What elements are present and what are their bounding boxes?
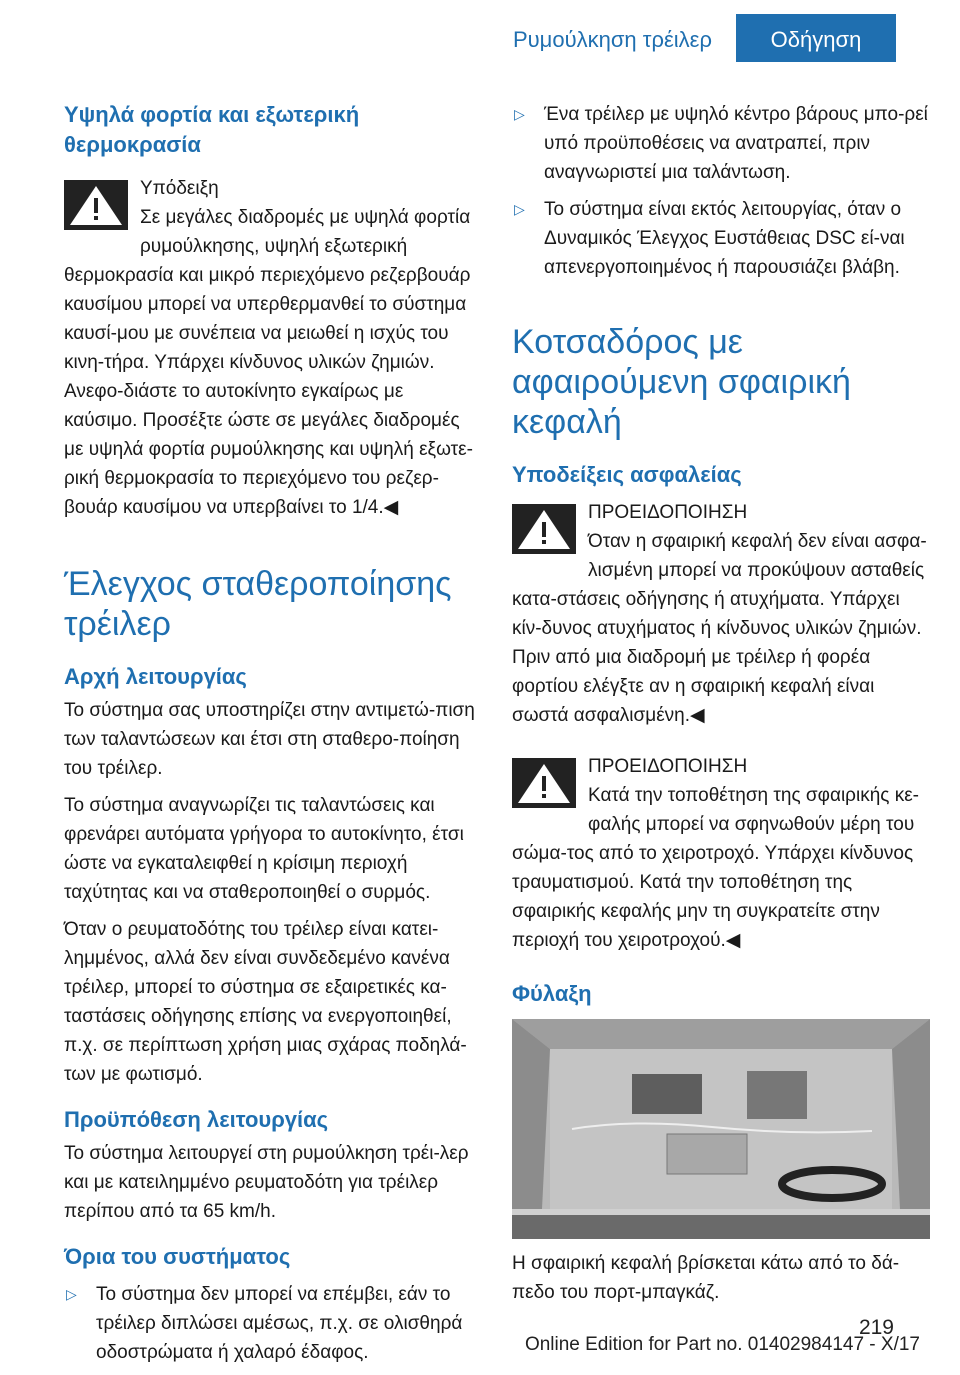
trunk-floor-photo <box>512 1019 930 1239</box>
principle-paragraph-2: Το σύστημα αναγνωρίζει τις ταλαντώσεις και φρενάρει αυτόματα γρήγορα το αυτοκίνητο, έτσι ώστε να εγκαταλειφθεί η κρίσιμη περιοχή ταχύτητας και να σταθεροποιηθεί ο συρμός. <box>64 795 464 903</box>
principle-paragraph-1: Το σύστημα σας υποστηρίζει στην αντιμετώ-πιση των ταλαντώσεων και έτσι στη σταθερο-ποίηση του τρέιλερ. <box>64 700 475 779</box>
page-header <box>0 0 960 62</box>
limits-list-continued <box>512 100 930 282</box>
limits-bullet-1: Το σύστημα δεν μπορεί να επέμβει, εάν το τρέιλερ διπλώσει αμέσως, π.χ. σε ολισθηρά οδοστρώματα ή χαλαρό έδαφος. <box>96 1284 463 1363</box>
right-column <box>512 100 930 1315</box>
prerequisite-text: Το σύστημα λειτουργεί στη ρυμούλκηση τρέι-λερ και με κατειλημμένο ρευματοδότη για τρέιλερ περίπου από τα 65 km/h. <box>64 1143 469 1222</box>
triangle-right-icon: ▷ <box>514 106 525 122</box>
tow-hitch-heading: Κοτσαδόρος με αφαιρούμενη σφαιρική κεφαλή <box>512 323 851 441</box>
note-text: Σε μεγάλες διαδρομές με υψηλά φορτία ρυμούλκησης, υψηλή εξωτερική θερμοκρασία και μικρό περιεχόμενο ρεζερβουάρ καυσίμου μπορεί να υπερθερμανθεί το σύστημα καυσί-μου με συνέπεια να μειωθεί η ισχύς του κινη-τήρα. Υπάρχει κίνδυνος υλικών ζημιών. Ανεφο-διάστε το αυτοκίνητο εγκαίρως με καύσιμο. Προσέξτε ώστε σε μεγάλες διαδρομές με υψηλά φορτία ρυμούλκησης και υψηλή εξωτε-ρική θερμοκρασία το περιεχόμενο του ρεζερ-βουάρ καυσίμου να υπερβαίνει το 1/4.◀ <box>64 207 473 518</box>
triangle-right-icon: ▷ <box>66 1286 77 1302</box>
warning-triangle-icon <box>512 758 576 808</box>
warning-2-text: Κατά την τοποθέτηση της σφαιρικής κε-φαλής μπορεί να σφηνωθούν μέρη του σώμα-τος από το χειροτροχό. Υπάρχει κίνδυνος τραυματισμού. Κατά την τοποθέτηση της σφαιρικής κεφαλής μην τη συγκρατείτε στην περιοχή του χειροτροχού.◀ <box>512 785 919 951</box>
chapter-tab[interactable]: Οδήγηση <box>736 14 896 62</box>
limits-bullet-2: Ένα τρέιλερ με υψηλό κέντρο βάρους μπο-ρεί υπό προϋποθέσεις να ανατραπεί, πριν αναγνωριστεί μια ταλάντωση. <box>544 104 928 183</box>
principle-heading: Αρχή λειτουργίας <box>64 664 247 689</box>
storage-caption: Η σφαιρική κεφαλή βρίσκεται κάτω από το δά-πεδο του πορτ-μπαγκάζ. <box>512 1253 900 1303</box>
limits-bullet-3: Το σύστημα είναι εκτός λειτουργίας, όταν ο Δυναμικός Έλεγχος Ευστάθειας DSC εί-ναι απενεργοποιημένος ή παρουσιάζει βλάβη. <box>544 199 905 278</box>
storage-heading: Φύλαξη <box>512 981 592 1006</box>
list-item <box>512 195 930 282</box>
principle-paragraph-3: Όταν ο ρευματοδότης του τρέιλερ είναι κατει-λημμένος, αλλά δεν είναι συνδεδεμένο κανένα τρέιλερ, μπορεί το σύστημα σε εξαιρετικές κα-ταστάσεις οδήγησης επίσης να ενεργοποιηθεί, π.χ. σε περίπτωση χρήση μιας σχάρας ποδηλά-των με φωτισμό. <box>64 919 467 1085</box>
section-tab[interactable]: Ρυμούλκηση τρέιλερ <box>512 27 712 52</box>
stability-heading: Έλεγχος σταθεροποίησης τρέιλερ <box>64 565 452 643</box>
prerequisite-heading: Προϋπόθεση λειτουργίας <box>64 1107 329 1132</box>
limits-heading: Όρια του συστήματος <box>64 1244 291 1269</box>
note-title: Υπόδειξη <box>140 178 219 199</box>
limits-list <box>64 1280 479 1367</box>
safety-heading: Υποδείξεις ασφαλείας <box>512 462 742 487</box>
page-number: 219 <box>858 1316 894 1339</box>
list-item <box>512 100 930 187</box>
warning-block-1 <box>512 498 930 730</box>
warning-1-text: Όταν η σφαιρική κεφαλή δεν είναι ασφα-λισμένη μπορεί να προκύψουν ασταθείς κατα-στάσεις οδήγησης ή ατυχήματα. Υπάρχει κίν-δυνος ατυχήματος ή κίνδυνος υλικών ζημιών. Πριν από μια διαδρομή με τρέιλερ ή φορέα φορτίου ελέγξτε αν η σφαιρική κεφαλή είναι σωστά ασφαλισμένη.◀ <box>512 531 927 726</box>
warning-1-title: ΠΡΟΕΙΔΟΠΟΙΗΣΗ <box>588 502 748 523</box>
note-block <box>64 174 479 522</box>
high-load-heading: Υψηλά φορτία και εξωτερική θερμοκρασία <box>64 102 360 157</box>
warning-triangle-icon <box>64 180 128 230</box>
left-column <box>64 100 479 1375</box>
warning-2-title: ΠΡΟΕΙΔΟΠΟΙΗΣΗ <box>588 756 748 777</box>
warning-triangle-icon <box>512 504 576 554</box>
edition-footer: Online Edition for Part no. 01402984147 - X/17 <box>524 1334 920 1355</box>
warning-block-2 <box>512 752 930 955</box>
triangle-right-icon: ▷ <box>514 201 525 217</box>
list-item <box>64 1280 479 1367</box>
